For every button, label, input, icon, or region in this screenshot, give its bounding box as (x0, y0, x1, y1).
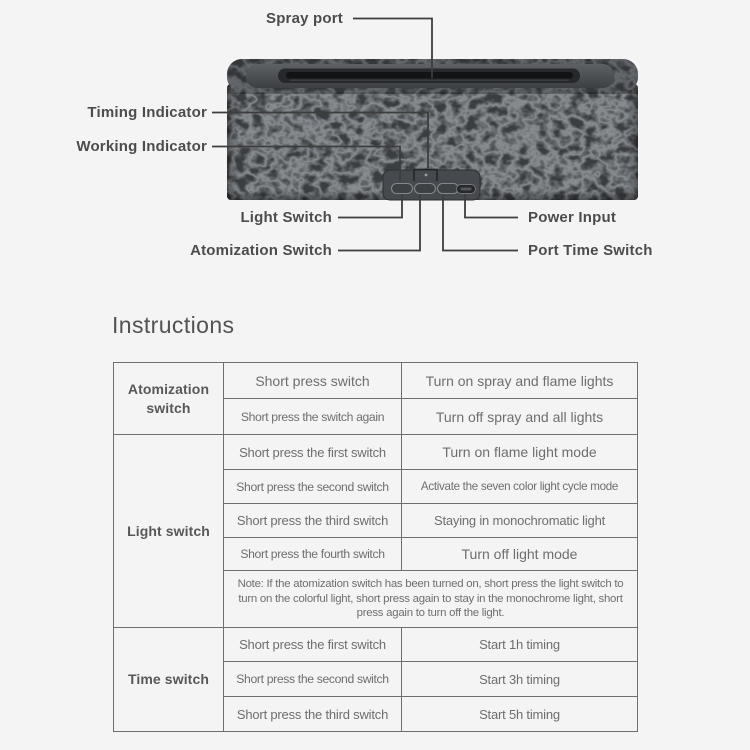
result-cell: Turn on flame light mode (402, 435, 638, 470)
indicator-led (425, 174, 428, 177)
power-input-label: Power Input (528, 209, 617, 226)
table-row (114, 628, 638, 662)
action-cell: Short press the second switch (224, 662, 402, 697)
spray-port-label: Spray port (265, 10, 343, 27)
action-cell: Short press the third switch (224, 697, 402, 732)
section-atomization-switch: Atomization switch (114, 363, 224, 435)
action-cell: Short press the fourth switch (224, 538, 402, 571)
result-cell: Start 3h timing (402, 662, 638, 697)
action-cell: Short press the third switch (224, 504, 402, 538)
action-cell: Short press the second switch (224, 470, 402, 504)
action-cell: Short press the first switch (224, 435, 402, 470)
table-row (114, 435, 638, 470)
result-cell: Turn on spray and flame lights (402, 363, 638, 399)
timing-indicator-label: Timing Indicator (87, 104, 207, 121)
action-cell: Short press the switch again (224, 399, 402, 435)
result-cell: Staying in monochromatic light (402, 504, 638, 538)
result-cell: Start 1h timing (402, 628, 638, 662)
light-switch-note: Note: If the atomization switch has been turned on, short press the light switch to turn on the colorful light, short press again to stay in the monochrome light, short press again to turn off the light. (224, 571, 638, 628)
instructions-table (113, 362, 638, 732)
table-row (114, 363, 638, 399)
port-time-switch-label: Port Time Switch (528, 242, 653, 259)
port-time-switch-line (443, 194, 518, 251)
instructions-title: Instructions (112, 312, 235, 338)
result-cell: Turn off light mode (402, 538, 638, 571)
atomization-switch-line (338, 194, 420, 251)
action-cell: Short press switch (224, 363, 402, 399)
section-time-switch: Time switch (114, 628, 224, 732)
spray-slit (286, 72, 573, 79)
time-switch-button (438, 184, 459, 194)
action-cell: Short press the first switch (224, 628, 402, 662)
atomization-switch-button (415, 184, 436, 194)
light-switch-label: Light Switch (240, 209, 332, 226)
result-cell: Activate the seven color light cycle mode (402, 470, 638, 504)
section-light-switch: Light switch (114, 435, 224, 628)
result-cell: Turn off spray and all lights (402, 399, 638, 435)
light-switch-button (392, 184, 413, 194)
working-indicator-label: Working Indicator (76, 138, 207, 155)
atomization-switch-label: Atomization Switch (190, 242, 332, 259)
result-cell: Start 5h timing (402, 697, 638, 732)
